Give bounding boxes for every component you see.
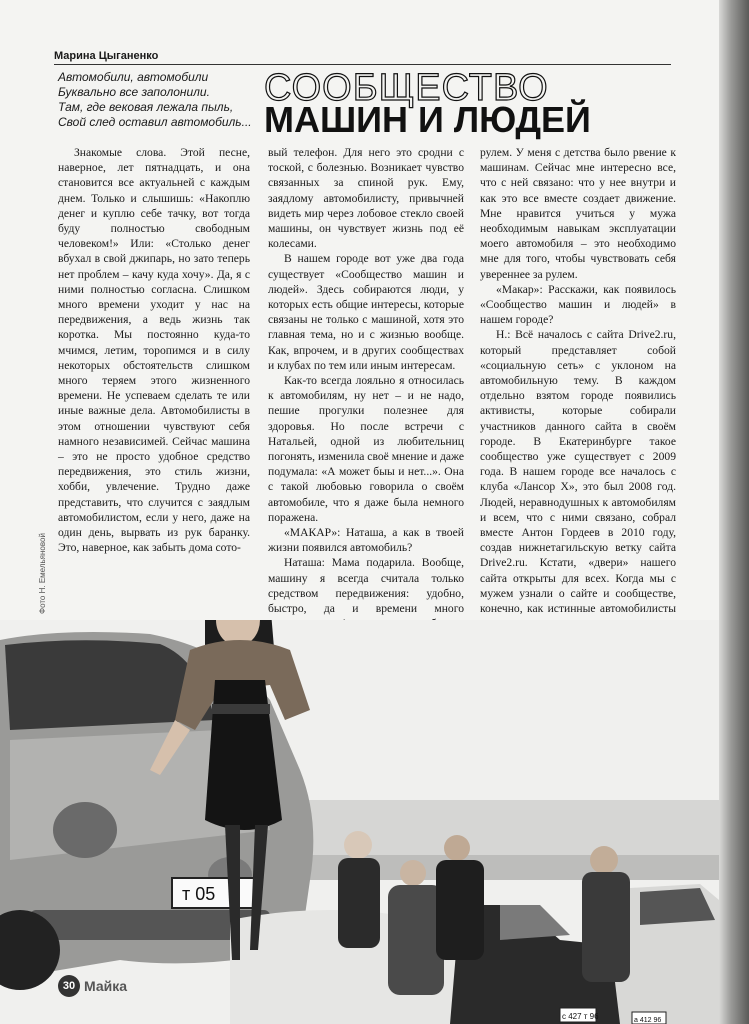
author-name: Марина Цыганенко <box>54 50 159 62</box>
paragraph: Знакомые слова. Этой песне, наверное, лет пятнадцать, и она становится все актуальней с каждым днем. Только и слышишь: «Накоплю денег и куплю себе тачку, вот тогда буду полностью свободным человеком!» Или: «Столько денег вбухал в свой джипарь, но зато теперь нет проблем – качу куда хочу». Да, я с ними полностью согласна. Слишком много времени уходит у нас на передвижения, а ведь жизнь так коротка. Мы постоянно куда-то мчимся, летим, торопимся и в силу некоторых обстоятельств слишком много теряем этого жизненного времени. Не успеваем сделать те или иные важные дела. Автомобилисты в этом отношении чувствуют себя намного независимей. Сейчас машина – это не просто удобное средство передвижения, это стиль жизни, хобби, увлечение. Трудно даже представить, что случится с заядлым автомобилистом, если у него, даже на один день, вырвать из рук баранку. Это, наверное, как забыть дома сото- <box>58 146 250 555</box>
epigraph <box>58 70 258 130</box>
paragraph: Наташа: Мама подарила. Вообще, машину я всегда считала только средством передвижения: удобно, быстро, да и времени много <box>268 556 464 616</box>
license-plate-3-text: а 412 96 <box>634 1017 662 1024</box>
page-number-badge: 30 <box>58 975 80 997</box>
paragraph: вый телефон. Для него это сродни с тоской, с болезнью. Возникает чувство связанных за спиной рук. Ему, заядлому автомобилисту, привычней видеть мир через лобовое стекло своей машины, он чувствует жизнь под её колесами. <box>268 146 464 251</box>
text-column-1 <box>58 145 250 555</box>
text-column-2 <box>268 145 464 692</box>
photo-credit: Фото Н. Емельяновой <box>38 533 47 614</box>
epigraph-line: Там, где вековая лежала пыль, <box>58 100 234 114</box>
paragraph: рулем. У меня с детства было рвение к машинам. Сейчас мне интересно все, что с ней связано: что у нее внутри и как это все вместе создает движение. Мне нравится учиться у мужа необходимым навыкам эксплуатации моего автомобиля – это необходимо мне для того, чтобы чувствовать себя увереннее за рулем. <box>480 146 676 281</box>
epigraph-line: Буквально все заполонили. <box>58 85 210 99</box>
paragraph: Как-то всегда лояльно я относилась к автомобилям, ну нет – и не надо, пешие прогулки полезнее для здоровья. Но после встречи с Натальей, одной из любительниц погонять, изменила своё мнение и даже подумала: «А может быы и нет...». Она с такой любовью говорила о своём автомобиле, что я даже была немного поражена. <box>268 374 464 524</box>
epigraph-line: Автомобили, автомобили <box>58 70 209 84</box>
epigraph-line: Свой след оставил автомобиль... <box>58 115 252 129</box>
article-title-line2: МАШИН И ЛЮДЕЙ <box>264 99 591 140</box>
paragraph: Н.: Всё началось с сайта Drive2.ru, который представляет собой «социальную сеть» с уклоном на автомобильную тему. В каждом отдельно взятом городе появились активисты, которые собирали участников данного сайта в своём городе. В Екатеринбурге такое сообщество уже существует с 2009 года. В нашем городе все началось с клуба «Лансор X», это был 2008 год. Людей, неравнодушных к автомобилям и всем, что с ними связано, собрал вместе Антон Гордеев в 2010 году, создав нижнетагильскую ветку сайта Drive2.ru. Кстати, «двери» нашего сайта открыты для всех. Когда мы с мужем узнали о сайте и сообществе, конечно, как истинные автомобилисты <box>480 328 676 616</box>
paragraph: «МАКАР»: Наташа, а как в твоей жизни появился автомобиль? <box>268 526 464 555</box>
magazine-brand: Майка <box>84 978 128 994</box>
license-plate-1-text: т 05 <box>182 884 216 904</box>
article-photo <box>0 620 719 1024</box>
article-title-line1: СООБЩЕСТВО <box>264 67 549 109</box>
page-binding-edge <box>719 0 749 1024</box>
license-plate-2-text: с 427 т 96 <box>562 1012 599 1021</box>
header-rule <box>54 64 671 65</box>
car-headlight <box>53 802 117 858</box>
paragraph: В нашем городе вот уже два года существует «Сообщество машин и людей». Здесь собираются люди, у которых есть общие интересы, которые связаны не только с машиной, хотя это главная тема, но и с жизнью вообще. Как, впрочем, и в других сообществах и клубах по тем или иным интересам. <box>268 252 464 372</box>
paragraph: «Макар»: Расскажи, как появилось «Сообщество машин и людей» в нашем городе? <box>480 282 676 327</box>
